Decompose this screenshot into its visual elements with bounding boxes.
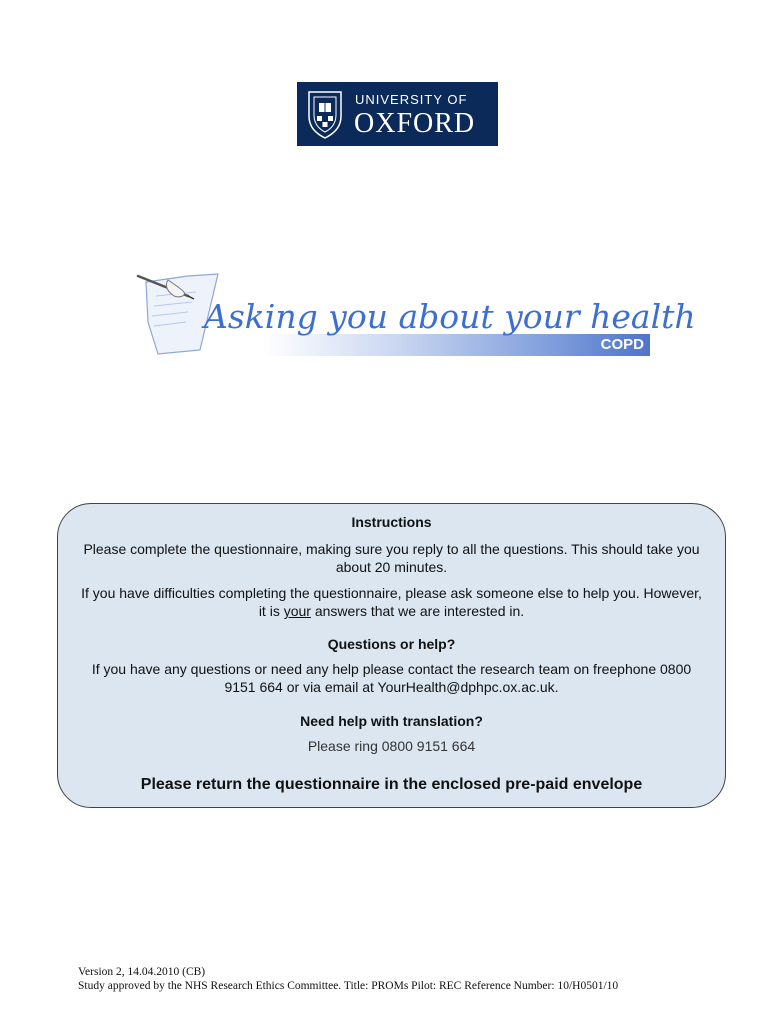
translation-heading: Need help with translation? (300, 713, 483, 729)
contact-paragraph: If you have any questions or need any help please contact the research team on freephone 0800 9151 664 or via email at YourHealth@dphpc.ox.ac.uk. (91, 661, 692, 695)
logo-line1: UNIVERSITY OF (355, 92, 468, 107)
banner-tagline: Asking you about your health (204, 297, 696, 336)
instructions-box (57, 503, 726, 808)
p2-after: answers that we are interested in. (310, 603, 525, 619)
logo-line2: OXFORD (354, 108, 476, 139)
university-of-oxford-logo (297, 82, 498, 146)
questionnaire-banner (128, 262, 696, 358)
footer (78, 965, 618, 993)
approval-line: Study approved by the NHS Research Ethics Committee. Title: PROMs Pilot: REC Reference Number: 10/H0501/10 (78, 980, 619, 992)
questions-heading: Questions or help? (327, 636, 456, 652)
oxford-crest-icon (305, 88, 345, 140)
instructions-paragraph-2 (78, 584, 705, 620)
p2-before: If you have difficulties completing the questionnaire, please ask someone else to help you. However, it is (81, 585, 702, 619)
banner-fade-bar (263, 334, 650, 356)
translation-phone: Please ring 0800 9151 664 (307, 738, 476, 754)
return-note: Please return the questionnaire in the enclosed pre-paid envelope (140, 776, 643, 793)
p2-underlined: your (283, 603, 311, 619)
banner-copd-tag: COPD (600, 336, 644, 353)
instructions-heading: Instructions (351, 514, 432, 530)
instructions-paragraph-1: Please complete the questionnaire, making sure you reply to all the questions. This should take you about 20 minutes. (83, 541, 700, 575)
version-line: Version 2, 14.04.2010 (CB) (78, 966, 206, 978)
